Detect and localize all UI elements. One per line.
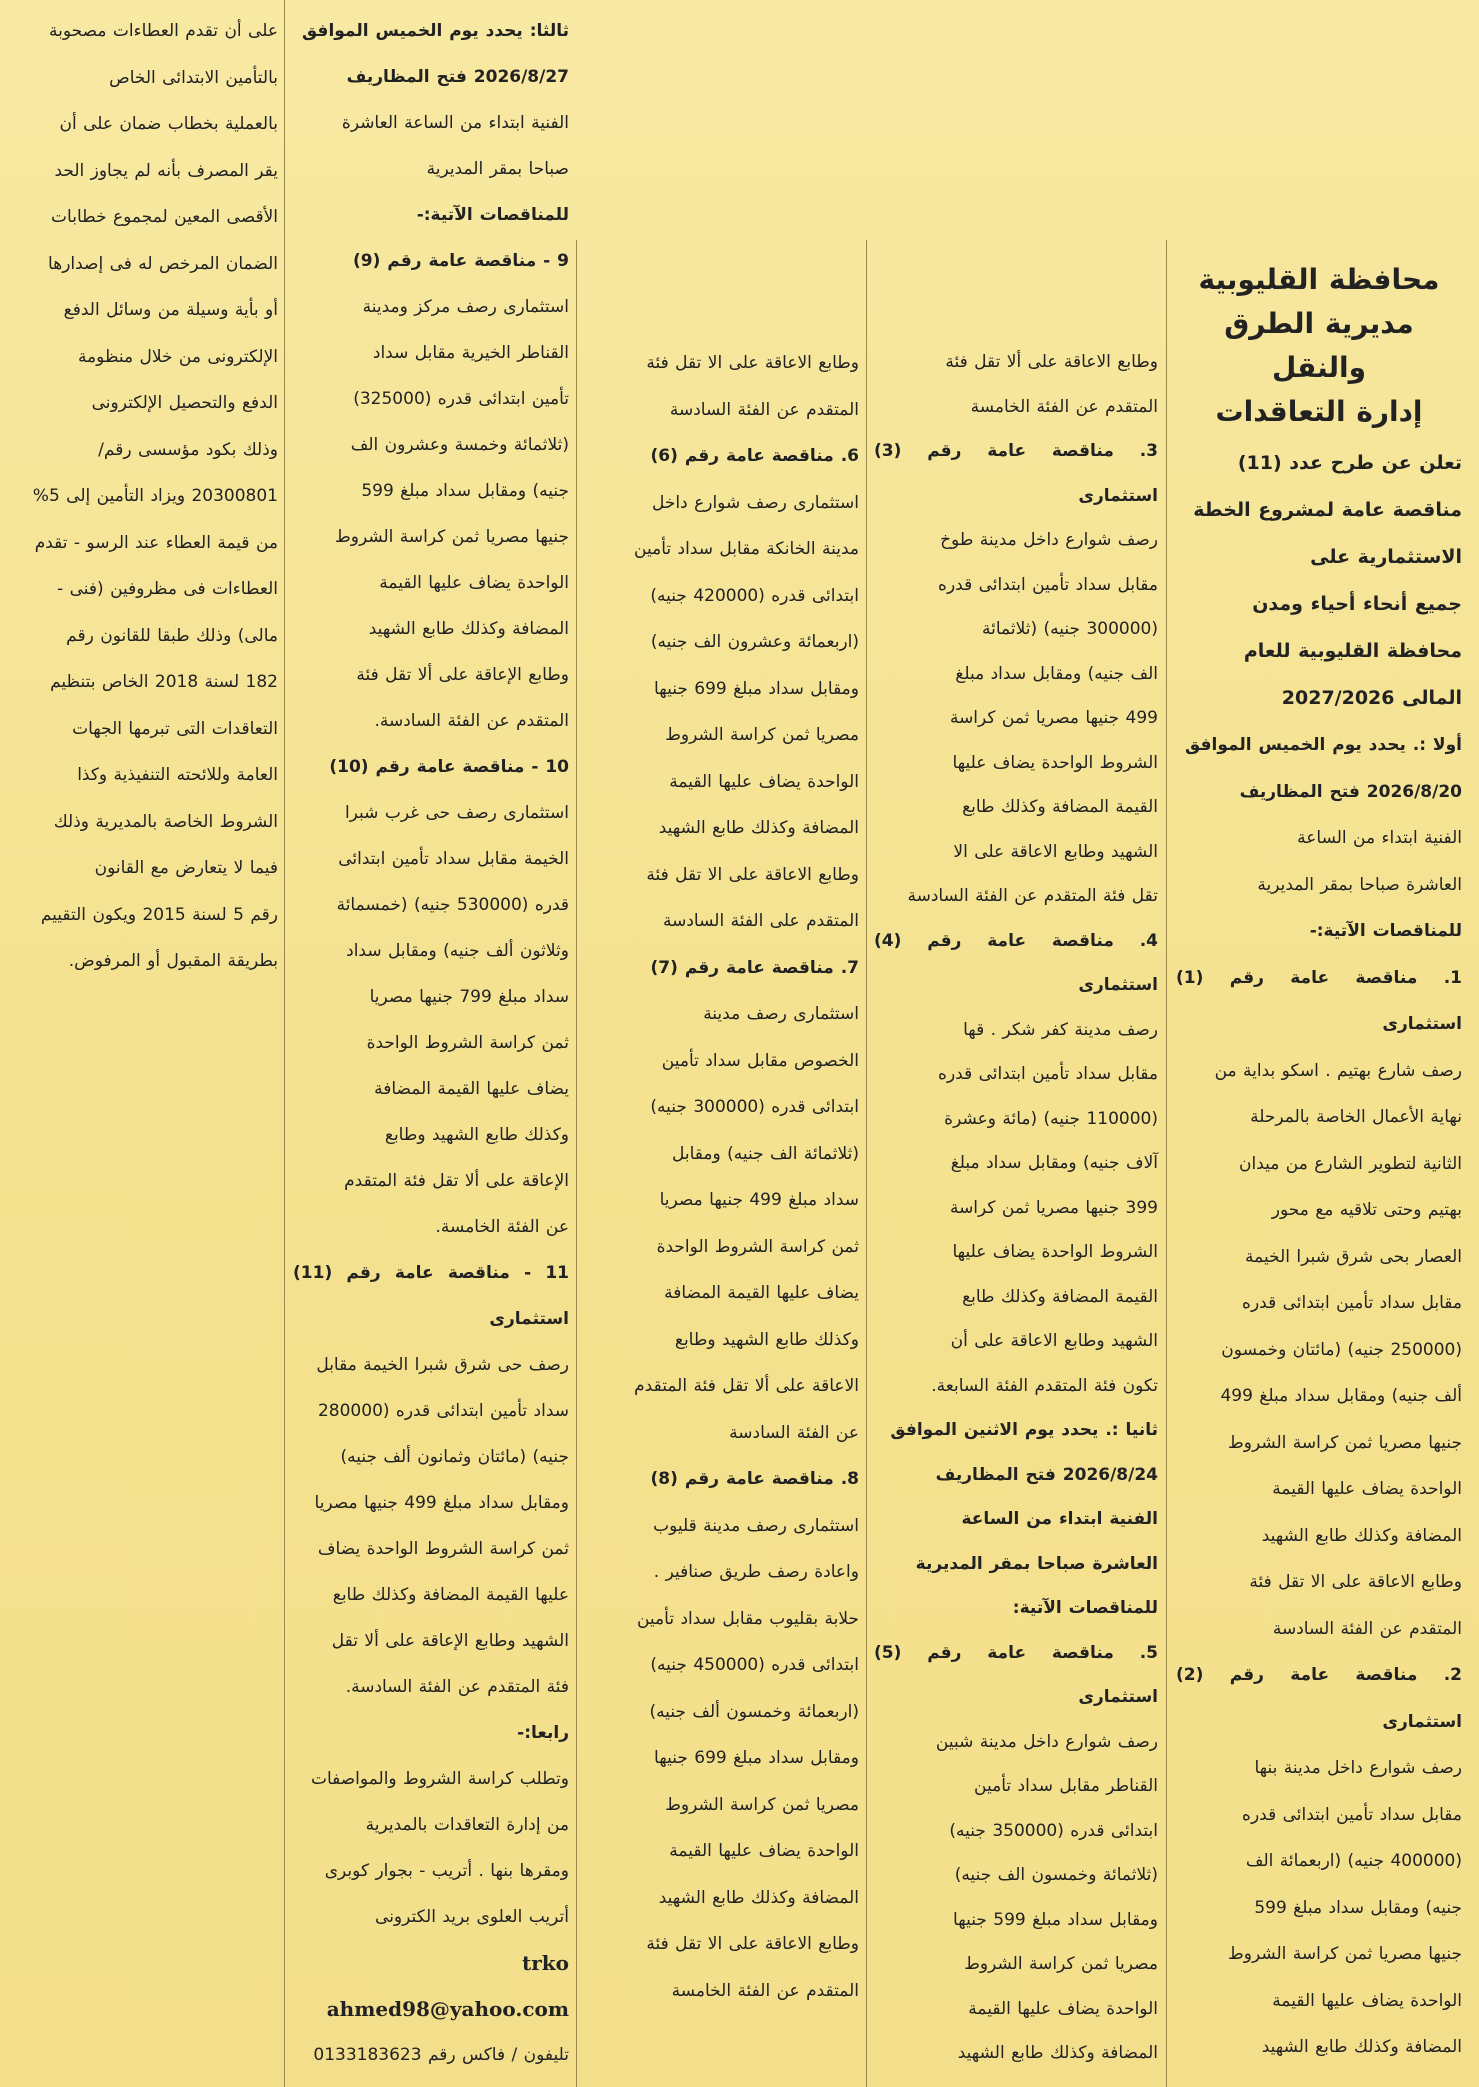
- text-line: الثانية لتطوير الشارع من ميدان: [1239, 1153, 1462, 1174]
- text-line: الف جنيه) ومقابل سداد مبلغ: [955, 663, 1158, 684]
- text-line: التعاقدات التى تبرمها الجهات: [72, 718, 278, 739]
- text-line: الشهيد وطابع الاعاقة على أن: [950, 1331, 1158, 1351]
- text-line: المالى 2027/2026: [1281, 687, 1462, 709]
- text-line: الاعاقة على ألا تقل فئة المتقدم: [634, 1376, 859, 1396]
- text-line: مدينة الخانكة مقابل سداد تأمين: [634, 539, 859, 559]
- text-line: استثمارى رصف مركز ومدينة: [362, 297, 569, 317]
- text-line: 1. مناقصة عامة رقم (1) استثمارى: [1176, 967, 1462, 1034]
- text-line: بطريقة المقبول أو المرفوض.: [68, 951, 278, 971]
- text-line: مصريا ثمن كراسة الشروط: [665, 725, 859, 745]
- text-line: جنيها مصريا ثمن كراسة الشروط: [335, 527, 569, 547]
- text-line: مناقصة عامة لمشروع الخطة: [1193, 499, 1462, 521]
- text-line: حلابة بقليوب مقابل سداد تأمين: [636, 1608, 859, 1629]
- text-line: رصف شوارع داخل مدينة طوخ: [940, 530, 1158, 550]
- text-line: سداد تأمين ابتدائى قدره (280000: [317, 1401, 569, 1421]
- text-line: ومقابل سداد مبلغ 699 جنيها: [654, 678, 859, 699]
- text-line: الشروط الواحدة يضاف عليها: [952, 752, 1158, 773]
- text-line: ومقرها بنها . أتريب - بجوار كوبرى: [324, 1861, 569, 1881]
- text-line: وطابع الاعاقة على الا تقل فئة: [646, 1934, 859, 1954]
- column-divider: [1166, 240, 1167, 2087]
- text-line: جنيها مصريا ثمن كراسة الشروط: [1228, 1432, 1462, 1453]
- text-line: وطابع الاعاقة على الا تقل فئة: [646, 353, 859, 373]
- text-line: الواحدة يضاف عليها القيمة: [1272, 1990, 1462, 2011]
- text-line: ابتدائى قدره (450000 جنيه): [650, 1655, 859, 1675]
- text-line: وطابع الاعاقة على الا تقل فئة: [1249, 1572, 1462, 1592]
- text-line: المضافة وكذلك طابع الشهيد: [658, 1887, 859, 1908]
- text-line: أتريب العلوى بريد الكترونى: [375, 1907, 569, 1927]
- text-line: مصريا ثمن كراسة الشروط: [964, 1954, 1158, 1974]
- text-line: رقم 5 لسنة 2015 ويكون التقييم: [40, 904, 278, 925]
- text-line: المتقدم على الفئة السادسة: [663, 911, 859, 931]
- text-line: العصار بحى شرق شبرا الخيمة: [1245, 1246, 1462, 1267]
- text-line: ثمن كراسة الشروط الواحدة: [366, 1033, 569, 1053]
- text-line: المتقدم عن الفئة السادسة.: [374, 711, 569, 731]
- email-address: trko ahmed98@yahoo.com: [326, 1951, 569, 2021]
- text-line: مقابل سداد تأمين ابتدائى قدره: [1242, 1804, 1462, 1825]
- text-line: القيمة المضافة وكذلك طابع: [962, 1286, 1158, 1307]
- text-line: من إدارة التعاقدات بالمديرية: [365, 1815, 569, 1835]
- text-line: الفنية ابتداء من الساعة: [961, 1509, 1158, 1529]
- text-line: بهتيم وحتى تلاقيه مع محور: [1271, 1200, 1462, 1220]
- governorate-title: محافظة القليوبية: [1198, 263, 1440, 296]
- text-line: (110000 جنيه) (مائة وعشرة: [944, 1108, 1158, 1129]
- text-line: وكذلك طابع الشهيد وطابع: [674, 1329, 859, 1350]
- column-divider: [284, 0, 285, 2087]
- text-line: الواحدة يضاف عليها القيمة: [669, 1841, 859, 1861]
- text-line: نهاية الأعمال الخاصة بالمرحلة: [1250, 1107, 1462, 1127]
- text-line: مقابل سداد تأمين ابتدائى قدره: [938, 1064, 1158, 1084]
- text-line: رابعا:-: [517, 1723, 569, 1743]
- text-line: قدره (530000 جنيه) (خمسمائة: [336, 895, 569, 915]
- text-line: (250000 جنيه) (مائتان وخمسون: [1221, 1339, 1462, 1360]
- text-line: واعادة رصف طريق صنافير .: [653, 1562, 859, 1582]
- text-line: ابتدائى قدره (420000 جنيه): [650, 585, 859, 606]
- department-title: إدارة التعاقدات: [1215, 395, 1423, 428]
- text-line: فيما لا يتعارض مع القانون: [94, 858, 278, 878]
- text-line: (ثلاثمائة وخمسون الف جنيه): [954, 1865, 1158, 1885]
- text-line: استثمارى رصف مدينة قليوب: [653, 1515, 859, 1536]
- column-4: [287, 0, 575, 2087]
- text-line: وطابع الإعاقة على ألا تقل فئة: [356, 665, 569, 685]
- text-line: المضافة وكذلك طابع الشهيد: [957, 2043, 1158, 2063]
- text-line: فئة المتقدم عن الفئة السادسة.: [345, 1677, 569, 1697]
- text-line: آلاف جنيه) ومقابل سداد مبلغ: [950, 1153, 1158, 1173]
- text-line: 9 - مناقصة عامة رقم (9): [352, 251, 569, 271]
- text-line: الإلكترونى من خلال منظومة: [77, 346, 278, 367]
- text-line: سداد مبلغ 499 جنيها مصريا: [659, 1190, 859, 1210]
- text-line: يضاف عليها القيمة المضافة: [664, 1283, 859, 1303]
- text-line: العطاءات فى مظروفين (فنى -: [57, 579, 278, 599]
- text-line: المضافة وكذلك طابع الشهيد: [1261, 2037, 1462, 2057]
- text-line: يقر المصرف بأنه لم يجاوز الحد: [54, 160, 278, 181]
- text-line: الواحدة يضاف عليها القيمة: [669, 771, 859, 792]
- text-line: تكون فئة المتقدم الفئة السابعة.: [931, 1375, 1158, 1396]
- text-line: 2. مناقصة عامة رقم (2) استثمارى: [1176, 1665, 1462, 1732]
- text-line: 6. مناقصة عامة رقم (6): [650, 446, 859, 466]
- text-line: وتطلب كراسة الشروط والمواصفات: [310, 1769, 569, 1789]
- text-line: وذلك بكود مؤسسى رقم/: [98, 439, 278, 460]
- text-line: 20300801 ويزاد التأمين إلى 5%: [32, 486, 278, 506]
- text-line: مصريا ثمن كراسة الشروط: [665, 1794, 859, 1815]
- text-line: ألف جنيه) ومقابل سداد مبلغ 499: [1220, 1386, 1462, 1406]
- column-2: [868, 0, 1164, 2087]
- text-line: المتقدم عن الفئة الخامسة: [970, 396, 1158, 417]
- text-line: مالى) وذلك طبقا للقانون رقم: [66, 625, 278, 646]
- text-line: يضاف عليها القيمة المضافة: [374, 1079, 569, 1099]
- announcement-header: [1176, 258, 1462, 434]
- text-line: الواحدة يضاف عليها القيمة: [379, 573, 569, 593]
- text-line: للمناقصات الآتية:-: [1309, 921, 1462, 941]
- text-line: وطابع الاعاقة على ألا تقل فئة: [945, 352, 1158, 372]
- text-line: الواحدة يضاف عليها القيمة: [968, 1998, 1158, 2019]
- text-line: من قيمة العطاء عند الرسو - تقدم: [34, 532, 278, 553]
- text-line: (اربعمائة وعشرون الف جنيه): [650, 632, 859, 652]
- text-line: ثمن كراسة الشروط الواحدة يضاف: [317, 1539, 569, 1559]
- text-line: رصف شارع بهتيم . اسكو بداية من: [1214, 1060, 1462, 1081]
- column-3: [577, 0, 865, 2087]
- text-line: أو بأية وسيلة من وسائل الدفع: [63, 300, 278, 320]
- text-line: تليفون / فاكس رقم 0133183623: [313, 2045, 569, 2065]
- text-line: ومقابل سداد مبلغ 499 جنيها مصريا: [314, 1493, 569, 1513]
- text-line: المضافة وكذلك طابع الشهيد: [658, 818, 859, 838]
- text-line: المتقدم عن الفئة السادسة: [1272, 1618, 1462, 1639]
- text-line: ثالثا: يحدد يوم الخميس الموافق: [301, 21, 569, 41]
- text-line: رصف حى شرق شبرا الخيمة مقابل: [316, 1355, 569, 1375]
- text-line: العاشرة صباحا بمقر المديرية: [1257, 874, 1462, 895]
- text-line: جنيها مصريا ثمن كراسة الشروط: [1228, 1944, 1462, 1964]
- column-5: [8, 0, 282, 2087]
- text-line: تعلن عن طرح عدد (11): [1237, 452, 1462, 474]
- text-line: الشروط الواحدة يضاف عليها: [952, 1242, 1158, 1262]
- text-line: صباحا بمقر المديرية: [426, 159, 569, 179]
- text-line: استثمارى رصف شوارع داخل: [652, 492, 859, 513]
- text-line: العامة وللائحته التنفيذية وكذا: [77, 765, 278, 785]
- text-line: القناطر الخيرية مقابل سداد: [372, 343, 569, 363]
- text-line: 11 - مناقصة عامة رقم (11) استثمارى: [293, 1263, 569, 1329]
- text-line: المضافة وكذلك طابع الشهيد: [1261, 1525, 1462, 1546]
- text-line: الفنية ابتداء من الساعة العاشرة: [341, 113, 569, 133]
- text-line: الشروط الخاصة بالمديرية وذلك: [53, 811, 278, 832]
- text-line: (ثلاثمائة الف جنيه) ومقابل: [671, 1143, 859, 1164]
- text-line: ابتدائى قدره (350000 جنيه): [949, 1820, 1158, 1841]
- text-line: عليها القيمة المضافة وكذلك طابع: [332, 1585, 569, 1605]
- text-line: (400000 جنيه) (اربعمائة الف: [1245, 1851, 1462, 1871]
- text-line: العاشرة صباحا بمقر المديرية: [915, 1553, 1158, 1574]
- text-line: الواحدة يضاف عليها القيمة: [1272, 1479, 1462, 1499]
- text-line: رصف شوارع داخل مدينة شبين: [935, 1731, 1158, 1752]
- text-line: جنيه) ومقابل سداد مبلغ 599: [361, 481, 569, 501]
- text-line: على أن تقدم العطاءات مصحوبة: [49, 21, 278, 41]
- text-line: تقل فئة المتقدم عن الفئة السادسة: [907, 886, 1158, 906]
- text-line: الدفع والتحصيل الإلكترونى: [91, 393, 278, 413]
- text-line: عن الفئة الخامسة.: [435, 1217, 569, 1237]
- text-line: وطابع الاعاقة على الا تقل فئة: [646, 864, 859, 885]
- text-line: 5. مناقصة عامة رقم (5) استثمارى: [874, 1642, 1158, 1707]
- text-line: رصف شوارع داخل مدينة بنها: [1254, 1758, 1462, 1778]
- text-line: المتقدم عن الفئة الخامسة: [671, 1980, 859, 2001]
- text-line: الاستثمارية على: [1310, 546, 1462, 568]
- text-line: ومقابل سداد مبلغ 599 جنيها: [953, 1909, 1158, 1930]
- text-line: (ثلاثمائة وخمسة وعشرون الف: [350, 435, 569, 455]
- text-line: ثمن كراسة الشروط الواحدة: [656, 1236, 859, 1257]
- text-line: جنيه) (مائتان وثمانون ألف جنيه): [340, 1447, 569, 1467]
- text-line: للمناقصات الآتية:-: [416, 205, 569, 225]
- text-line: الخصوص مقابل سداد تأمين: [661, 1050, 859, 1071]
- text-line: 2026/8/24 فتح المظاريف: [935, 1464, 1158, 1485]
- text-line: الضمان المرخص له فى إصدارها: [48, 253, 278, 274]
- text-line: محافظة القليوبية للعام: [1243, 640, 1462, 662]
- text-line: عن الفئة السادسة: [729, 1422, 859, 1443]
- text-line: مقابل سداد تأمين ابتدائى قدره: [938, 574, 1158, 595]
- column-divider: [866, 240, 867, 2087]
- text-line: 7. مناقصة عامة رقم (7): [650, 957, 859, 978]
- text-line: الأقصى المعين لمجموع خطابات: [51, 207, 278, 227]
- text-line: الشهيد وطابع الاعاقة على الا: [953, 841, 1158, 862]
- text-line: الإعاقة على ألا تقل فئة المتقدم: [344, 1171, 569, 1191]
- text-line: 182 لسنة 2018 الخاص بتنظيم: [50, 672, 278, 692]
- text-line: القناطر مقابل سداد تأمين: [974, 1776, 1158, 1796]
- text-line: الشهيد وطابع الإعاقة على ألا تقل: [331, 1631, 569, 1651]
- text-line: (اربعمائة وخمسون ألف جنيه): [649, 1701, 859, 1722]
- text-line: استثمارى رصف مدينة: [703, 1004, 859, 1024]
- text-line: 3. مناقصة عامة رقم (3) استثمارى: [874, 441, 1158, 506]
- text-line: وثلاثون ألف جنيه) ومقابل سداد: [346, 941, 569, 961]
- text-line: 2026/8/27 فتح المظاريف: [346, 67, 569, 87]
- text-line: للمناقصات الآتية:: [1012, 1598, 1158, 1618]
- text-line: الخيمة مقابل سداد تأمين ابتدائى: [338, 849, 569, 869]
- text-line: 399 جنيها مصريا ثمن كراسة: [949, 1197, 1158, 1218]
- text-line: تأمين ابتدائى قدره (325000): [353, 389, 569, 409]
- text-line: المتقدم عن الفئة السادسة: [669, 399, 859, 420]
- text-line: بالعملية بخطاب ضمان على أن: [59, 114, 278, 134]
- text-line: مقابل سداد تأمين ابتدائى قدره: [1242, 1293, 1462, 1313]
- text-line: المضافة وكذلك طابع الشهيد: [368, 619, 569, 639]
- text-line: جنيه) ومقابل سداد مبلغ 599: [1254, 1897, 1462, 1918]
- text-line: 499 جنيها مصريا ثمن كراسة: [949, 708, 1158, 728]
- text-line: (300000 جنيه) (ثلاثمائة: [982, 619, 1158, 639]
- directorate-title: مديرية الطرق والنقل: [1224, 307, 1414, 384]
- text-line: ثانيا :. يحدد يوم الاثنين الموافق: [890, 1420, 1158, 1440]
- text-line: 2026/8/20 فتح المظاريف: [1239, 781, 1462, 802]
- text-line: ابتدائى قدره (300000 جنيه): [650, 1097, 859, 1117]
- column-1: [1170, 0, 1470, 2087]
- text-line: 8. مناقصة عامة رقم (8): [650, 1469, 859, 1489]
- text-line: القيمة المضافة وكذلك طابع: [962, 797, 1158, 817]
- text-line: بالتأمين الابتدائى الخاص: [109, 67, 278, 88]
- text-line: سداد مبلغ 799 جنيها مصريا: [369, 987, 569, 1007]
- text-line: استثمارى رصف حى غرب شبرا: [344, 803, 569, 823]
- text-line: جميع أنحاء أحياء ومدن: [1252, 593, 1462, 615]
- text-line: 10 - مناقصة عامة رقم (10): [329, 757, 569, 777]
- text-line: رصف مدينة كفر شكر . قها: [963, 1019, 1158, 1040]
- text-line: الفنية ابتداء من الساعة: [1297, 828, 1462, 848]
- text-line: 4. مناقصة عامة رقم (4) استثمارى: [874, 930, 1158, 995]
- text-line: أولا :. يحدد يوم الخميس الموافق: [1185, 735, 1462, 755]
- text-line: وكذلك طابع الشهيد وطابع: [384, 1125, 569, 1145]
- column-divider: [576, 240, 577, 2087]
- text-line: ومقابل سداد مبلغ 699 جنيها: [654, 1748, 859, 1768]
